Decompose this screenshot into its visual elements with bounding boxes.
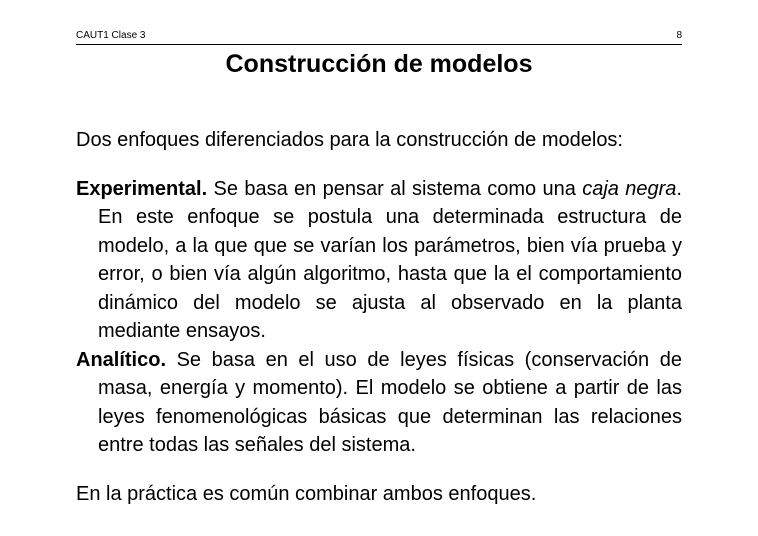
analytic-term: Analítico. [76,348,167,371]
slide-body [76,126,682,508]
slide-title: Construcción de modelos [225,50,533,78]
closing-paragraph: En la práctica es común combinar ambos enfoques. [76,482,537,505]
intro-paragraph: Dos enfoques diferenciados para la construcción de modelos: [76,129,623,151]
experimental-term: Experimental. [76,177,208,200]
analytic-text: Se basa en el uso de leyes físicas (conservación de masa, energía y momento). El modelo se obtiene a partir de las leyes fenomenológicas básicas que determinan las relaciones entre todas las señales del sistema. [98,348,682,456]
experimental-item [76,175,682,346]
slide-header [76,30,682,45]
course-label: CAUT1 Clase 3 [76,30,146,41]
experimental-text-before: Se basa en pensar al sistema como una [207,177,583,200]
experimental-text-after: . En este enfoque se postula una determinada estructura de modelo, a la que que se varían los parámetros, bien vía prueba y error, o bien vía algún algoritmo, hasta que la el comportamiento dinámico del modelo se ajusta al observado en la planta mediante ensayos. [98,177,682,342]
experimental-emphasis: caja negra [582,177,677,200]
page-number: 8 [676,30,682,41]
analytic-item [76,346,682,460]
